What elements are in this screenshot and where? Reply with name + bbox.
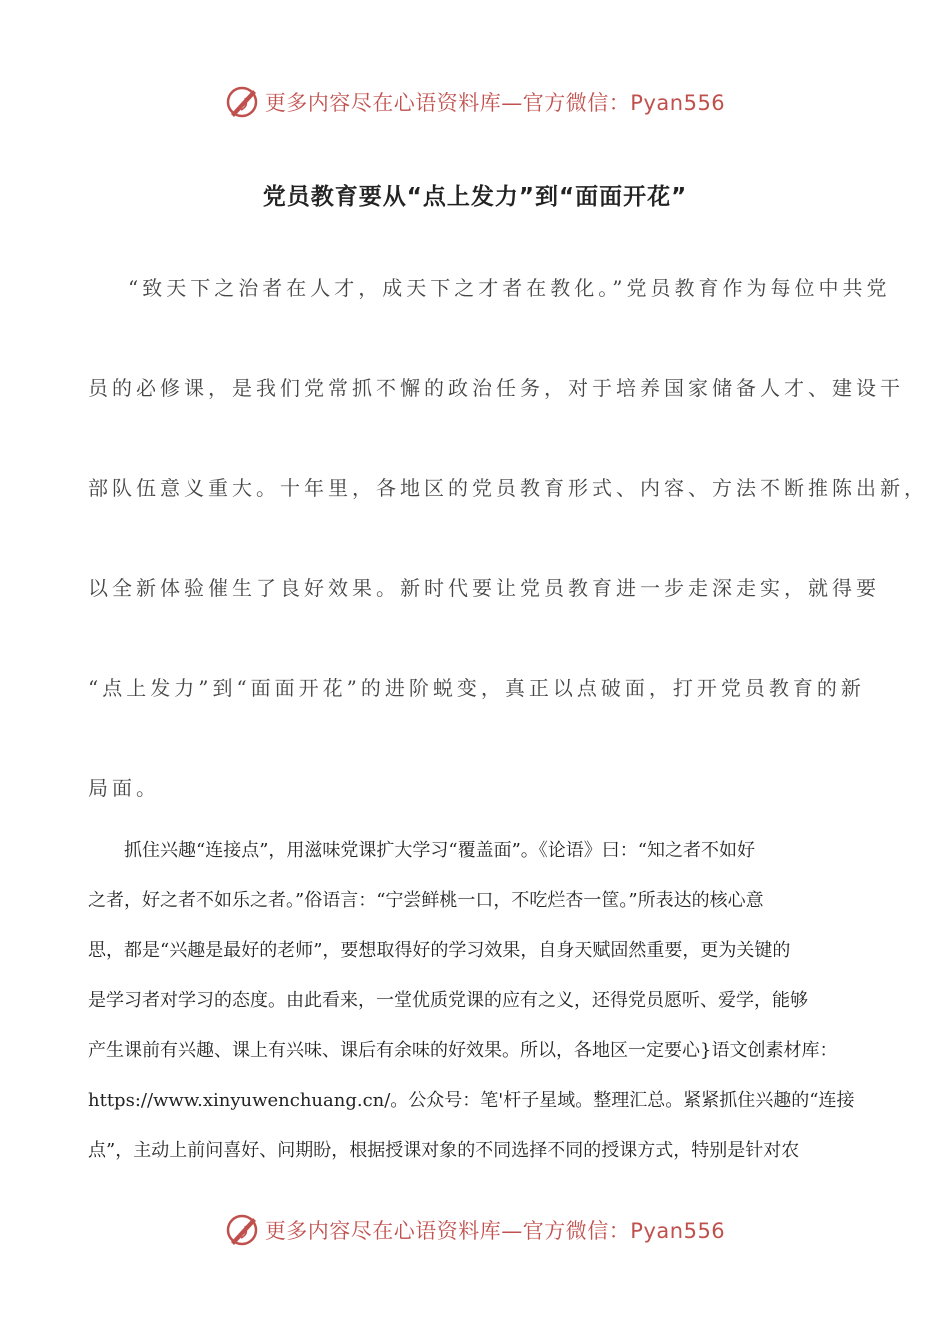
text-line: 是学习者对学习的态度。由此看来，一堂优质党课的应有之义，还得党员愿听、爱学，能够 [88, 990, 808, 1011]
text-line: 部队伍意义重大。十年里，各地区的党员教育形式、内容、方法不断推陈出新， [88, 476, 928, 500]
text-line: 点”，主动上前问喜好、问期盼，根据授课对象的不同选择不同的授课方式，特别是针对农 [88, 1140, 800, 1161]
watermark-text: 更多内容尽在心语资料库—官方微信：Pyan556 [264, 91, 726, 115]
text-line: 抓住兴趣“连接点”，用滋味党课扩大学习“覆盖面”。《论语》曰：“知之者不如好 [124, 840, 756, 861]
header-watermark-banner [0, 82, 950, 122]
text-line: 产生课前有兴趣、课上有兴味、课后有余味的好效果。所以，各地区一定要心}语文创素材库： [88, 1040, 838, 1061]
text-line: 之者，好之者不如乐之者。”俗语言：“宁尝鲜桃一口，不吃烂杏一筐。”所表达的核心意 [88, 890, 764, 911]
text-line: “点上发力”到“面面开花”的进阶蜕变，真正以点破面，打开党员教育的新 [88, 676, 865, 700]
pen-logo-icon [225, 84, 261, 120]
page-title: 党员教育要从“点上发力”到“面面开花” [262, 184, 688, 210]
text-line: 思，都是“兴趣是最好的老师”，要想取得好的学习效果，自身天赋固然重要，更为关键的 [88, 940, 791, 961]
footer-watermark-banner [0, 1210, 950, 1250]
text-line: 局面。 [88, 776, 160, 800]
text-line: 以全新体验催生了良好效果。新时代要让党员教育进一步走深走实，就得要 [88, 576, 880, 600]
text-line: https://www.xinyuwenchuang.cn/。公众号：笔'杆子星域。整理汇总。紧紧抓住兴趣的“连接 [88, 1090, 855, 1111]
pen-logo-icon [225, 1212, 261, 1248]
text-line: 员的必修课，是我们党常抓不懈的政治任务，对于培养国家储备人才、建设干 [88, 376, 904, 400]
text-line: “致天下之治者在人才，成天下之才者在教化。”党员教育作为每位中共党 [128, 276, 891, 300]
watermark-text: 更多内容尽在心语资料库—官方微信：Pyan556 [264, 1219, 726, 1243]
